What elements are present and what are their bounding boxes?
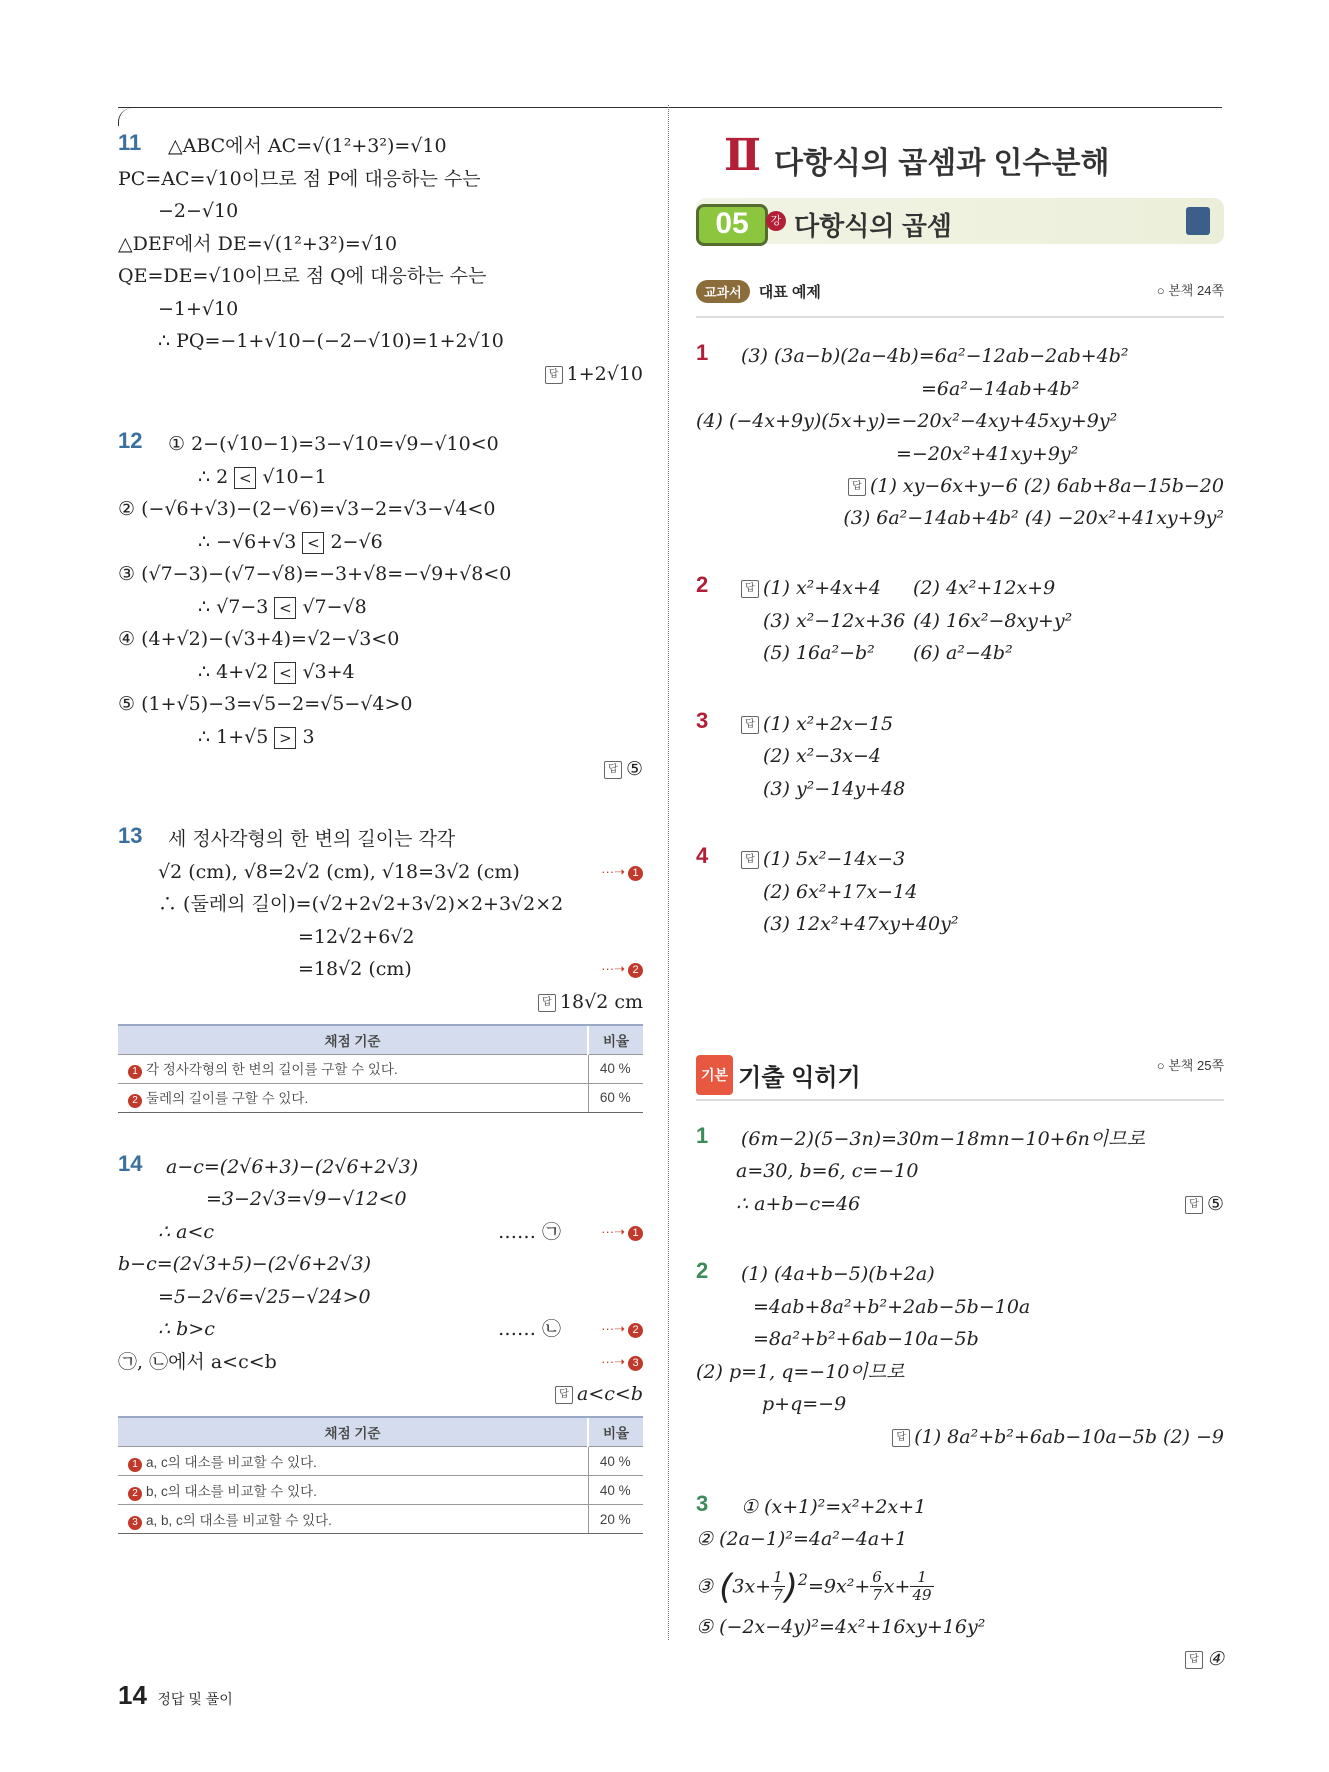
- chapter-text: 다항식의 곱셈과 인수분해: [774, 147, 1110, 180]
- problem-number: 12: [118, 428, 143, 453]
- line: =6a²−14ab+4b²: [921, 377, 1080, 400]
- section-title: 기출 익히기: [738, 1064, 861, 1091]
- section-header: [696, 1055, 1224, 1101]
- section-title: 대표 예제: [758, 284, 821, 301]
- line: ⑤ (1+√5)−3=√5−2=√5−√4>0: [118, 693, 413, 715]
- line: (3) 12x²+47xy+40y²: [763, 913, 959, 935]
- answer-icon: 답: [741, 580, 759, 598]
- line: △ABC에서 AC=√(1²+3²)=√10: [168, 135, 447, 157]
- answer: (3) 6a²−14ab+4b² (4) −20x²+41xy+9y²: [843, 507, 1224, 529]
- chapter-roman: Ⅱ: [724, 130, 762, 181]
- page-footer: [118, 1680, 233, 1711]
- table-header: 채점 기준: [118, 1417, 588, 1447]
- problem-number: 4: [696, 843, 709, 868]
- sign-box: >: [274, 727, 296, 749]
- page-label: 정답 및 풀이: [157, 1691, 233, 1707]
- line: 답 (1) 5x²−14x−3: [696, 843, 1224, 876]
- table-row: 3 a, b, c의 대소를 비교할 수 있다. 20 %: [118, 1505, 643, 1534]
- page-number: 14: [118, 1680, 147, 1710]
- scoring-table: [118, 1024, 643, 1113]
- line: ② (−√6+√3)−(2−√6)=√3−2=√3−√4<0: [118, 498, 496, 520]
- line: ∴ (둘레의 길이)=(√2+2√2+3√2)×2+3√2×2: [158, 893, 564, 915]
- line: △DEF에서 DE=√(1²+3²)=√10: [118, 232, 398, 255]
- step-marker: ···➝ 3: [601, 1346, 643, 1379]
- line: −2−√10: [158, 200, 239, 222]
- right-column: [696, 130, 1224, 1683]
- problem-number: 2: [696, 1258, 709, 1283]
- answer: 답 1+2√10: [118, 358, 643, 390]
- book-icon: [1186, 207, 1210, 235]
- line: =−20x²+41xy+9y²: [896, 442, 1079, 465]
- sign-box: <: [234, 467, 256, 489]
- line: ∴ b>c …… ㉡ ···➝ 2: [118, 1313, 643, 1346]
- line: ∴ 1+√5 > 3: [198, 725, 315, 748]
- answer-icon: 답: [1185, 1196, 1203, 1214]
- line: ∴ 2 < √10−1: [198, 465, 327, 488]
- problem-11: [118, 130, 643, 390]
- answer: 답 ④: [696, 1643, 1224, 1675]
- practice-2: [696, 1258, 1224, 1453]
- line: =12√2+6√2: [298, 925, 415, 948]
- left-column: [118, 130, 643, 1542]
- line: ② (2a−1)²=4a²−4a+1: [696, 1528, 908, 1550]
- line: ③ (3x+ $\frac{1}{7}$ )$^2$=9x²+ $\frac{6}{7}$ x+ $\frac{1}{49}$: [696, 1566, 932, 1607]
- answer-icon: 답: [538, 994, 556, 1012]
- line: (5) 16a²−b² (6) a²−4b²: [763, 642, 1013, 664]
- line: ⑤ (−2x−4y)²=4x²+16xy+16y²: [696, 1615, 986, 1638]
- line: =4ab+8a²+b²+2ab−5b−10a: [753, 1295, 1031, 1318]
- lesson-bar: [696, 198, 1224, 244]
- line: (2) 6x²+17x−14: [763, 880, 918, 903]
- problem-number: 3: [696, 1490, 709, 1516]
- answer-icon: 답: [848, 478, 866, 496]
- problem-14: [118, 1151, 643, 1535]
- line: (3) (3a−b)(2a−4b)=6a²−12ab−2ab+4b²: [741, 345, 1129, 367]
- answer-icon: 답: [555, 1386, 573, 1404]
- sign-box: <: [302, 532, 324, 554]
- line: ④ (4+√2)−(√3+4)=√2−√3<0: [118, 628, 400, 650]
- answer-icon: 답: [1185, 1651, 1203, 1669]
- problem-number: 13: [118, 823, 143, 848]
- practice-1: [696, 1123, 1224, 1221]
- line: a=30, b=6, c=−10: [736, 1160, 919, 1182]
- answer-icon: 답: [741, 716, 759, 734]
- section-header: [696, 280, 1224, 318]
- line: 세 정사각형의 한 변의 길이는 각각: [168, 828, 456, 850]
- answer: 답 18√2 cm: [118, 986, 643, 1018]
- sign-box: <: [274, 662, 296, 684]
- problem-number: 3: [696, 707, 709, 733]
- line: 답 (1) x²+4x+4 (2) 4x²+12x+9: [696, 572, 1224, 605]
- answer: 답 a<c<b: [118, 1378, 643, 1410]
- sign-box: <: [274, 597, 296, 619]
- example-2: [696, 572, 1224, 670]
- answer-icon: 답: [545, 366, 563, 384]
- section-tag: 교과서: [696, 280, 750, 303]
- problem-number: 11: [118, 130, 142, 155]
- page-ref: ○ 본책 24쪽: [1156, 283, 1224, 298]
- line: √2 (cm), √8=2√2 (cm), √18=3√2 (cm) ···➝ 1: [118, 856, 643, 889]
- step-marker: ···➝ 1: [601, 856, 643, 889]
- line: ∴ 4+√2 < √3+4: [198, 660, 355, 683]
- answer: 답 (1) xy−6x+y−6 (2) 6ab+8a−15b−20: [696, 470, 1224, 502]
- example-3: [696, 708, 1224, 806]
- line: =3−2√3=√9−√12<0: [206, 1188, 407, 1210]
- section-tag: 기본: [696, 1055, 733, 1095]
- problem-number: 2: [696, 572, 709, 597]
- line: ∴ √7−3 < √7−√8: [198, 595, 367, 618]
- line: (3) x²−12x+36 (4) 16x²−8xy+y²: [763, 609, 1073, 632]
- problem-number: 14: [118, 1150, 143, 1176]
- line: ① (x+1)²=x²+2x+1: [741, 1495, 927, 1518]
- line: −1+√10: [158, 297, 239, 320]
- problem-number: 1: [696, 340, 709, 365]
- line: (2) p=1, q=−10이므로: [696, 1360, 905, 1383]
- problem-number: 1: [696, 1122, 709, 1148]
- line: (4) (−4x+9y)(5x+y)=−20x²−4xy+45xy+9y²: [696, 410, 1118, 432]
- line: ∴ a<c …… ㉠ ···➝ 1: [118, 1216, 643, 1249]
- line: 답 (1) x²+2x−15: [696, 708, 1224, 741]
- step-marker: ···➝ 1: [601, 1216, 643, 1249]
- line: (1) (4a+b−5)(b+2a): [741, 1263, 935, 1285]
- practice-3: [696, 1491, 1224, 1676]
- line: =8a²+b²+6ab−10a−5b: [753, 1328, 979, 1350]
- example-1: [696, 340, 1224, 534]
- line: =5−2√6=√25−√24>0: [158, 1285, 371, 1308]
- line: ③ (√7−3)−(√7−√8)=−3+√8=−√9+√8<0: [118, 563, 512, 585]
- example-4: [696, 843, 1224, 941]
- answer-icon: 답: [892, 1429, 910, 1447]
- line: ∴ PQ=−1+√10−(−2−√10)=1+2√10: [158, 330, 504, 352]
- line: b−c=(2√3+5)−(2√6+2√3): [118, 1253, 371, 1275]
- line: ① 2−(√10−1)=3−√10=√9−√10<0: [168, 433, 499, 455]
- scoring-table: [118, 1416, 643, 1534]
- line: (6m−2)(5−3n)=30m−18mn−10+6n이므로: [741, 1127, 1145, 1150]
- table-header: 비율: [588, 1025, 643, 1055]
- table-header: 비율: [588, 1417, 643, 1447]
- lesson-title: 다항식의 곱셈: [794, 211, 952, 241]
- lesson-number: 05: [696, 204, 768, 246]
- chapter-title: [696, 130, 1224, 182]
- step-marker: ···➝ 2: [601, 1313, 643, 1346]
- page-ref: ○ 본책 25쪽: [1156, 1057, 1224, 1073]
- line: a−c=(2√6+3)−(2√6+2√3): [166, 1155, 419, 1178]
- line: QE=DE=√10이므로 점 Q에 대응하는 수는: [118, 265, 487, 287]
- table-row: 2 둘레의 길이를 구할 수 있다. 60 %: [118, 1083, 643, 1112]
- line: ㉠, ㉡에서 a<c<b ···➝ 3: [118, 1346, 643, 1379]
- line: ∴ −√6+√3 < 2−√6: [198, 530, 383, 553]
- table-row: 2 b, c의 대소를 비교할 수 있다. 40 %: [118, 1476, 643, 1505]
- table-row: 1 a, c의 대소를 비교할 수 있다. 40 %: [118, 1447, 643, 1476]
- step-marker: ···➝ 2: [601, 953, 643, 986]
- column-divider: [668, 105, 669, 1640]
- problem-13: [118, 823, 643, 1113]
- answer-icon: 답: [741, 851, 759, 869]
- line: PC=AC=√10이므로 점 P에 대응하는 수는: [118, 167, 481, 190]
- line: (3) y²−14y+48: [763, 777, 906, 800]
- line: ∴ a+b−c=46 답 ⑤: [736, 1192, 1224, 1215]
- line: (2) x²−3x−4: [763, 745, 882, 767]
- lesson-badge: 강: [766, 211, 786, 231]
- table-header: 채점 기준: [118, 1025, 588, 1055]
- line: p+q=−9: [762, 1393, 847, 1415]
- problem-12: [118, 428, 643, 785]
- answer-icon: 답: [604, 761, 622, 779]
- table-row: 1 각 정사각형의 한 변의 길이를 구할 수 있다. 40 %: [118, 1054, 643, 1083]
- answer: 답 ⑤: [118, 753, 643, 785]
- answer: 답 (1) 8a²+b²+6ab−10a−5b (2) −9: [696, 1421, 1224, 1453]
- line: =18√2 (cm) ···➝ 2: [118, 953, 643, 986]
